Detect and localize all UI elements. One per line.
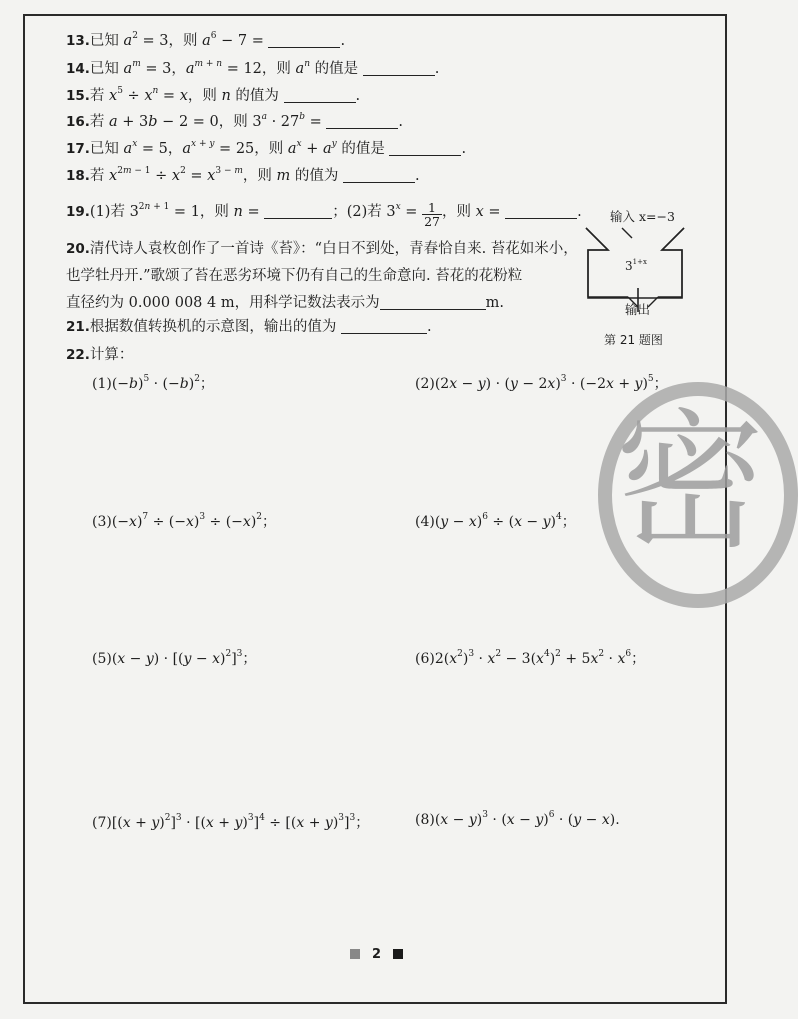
- stamp-character: 密: [615, 396, 766, 570]
- gray-square-mark: [350, 949, 360, 959]
- unit: m.: [485, 295, 504, 311]
- question-18: 18.若 $x^{2m - 1} \div x^2 = x^{3 - m}$，则 m 的值为 .: [66, 166, 420, 184]
- question-number: 14.: [66, 61, 90, 77]
- output-label: 输出: [625, 302, 651, 317]
- question-number: 20.: [66, 241, 90, 257]
- subproblem-8: $(8)(x - y)^3 \cdot (x - y)^6 \cdot (y - x)$.: [415, 810, 620, 828]
- answer-blank: [505, 203, 577, 219]
- page-footer: [350, 946, 403, 962]
- question-17: 17.已知 $a^x = 5$，$a^{x + y} = 25$，则 $a^x + a^y$ 的值是 .: [66, 139, 467, 157]
- subproblem-2: $(2)(2x - y) \cdot (y - 2x)^3 \cdot (-2x + y)^5$；: [415, 374, 668, 392]
- question-14: 14.已知 $a^m = 3$，$a^{m + n} = 12$，则 $a^n$ 的值是 .: [66, 59, 440, 77]
- question-text: 根据数值转换机的示意图，输出的值为: [89, 319, 337, 335]
- question-text: 清代诗人袁枚创作了一首诗《苔》：“白日不到处，青春恰自来. 苔花如米小，: [89, 241, 578, 257]
- subproblem-3: $(3)(-x)^7 \div (-x)^3 \div (-x)^2$；: [92, 512, 277, 530]
- question-number: 18.: [66, 168, 90, 184]
- answer-blank: [363, 60, 435, 76]
- subproblem-7: $(7)[(x + y)^2]^3 \cdot [(x + y)^3]^4 \div [(x + y)^3]^3$；: [92, 813, 370, 831]
- question-13: 13.已知 $a^2 = 3$，则 $a^6 - 7$ = .: [66, 31, 346, 49]
- answer-blank: [343, 167, 415, 183]
- question-number: 17.: [66, 141, 90, 157]
- question-19: 19.(1)若 $3^{2n + 1} = 1$，则 n = ；(2)若 $3^x$ = $\frac{1}{27}$ ，则 x = .: [66, 200, 582, 229]
- question-number: 13.: [66, 33, 90, 49]
- figure-caption: 第 21 题图: [604, 333, 663, 347]
- question-number: 15.: [66, 88, 90, 104]
- question-text: 也学牡丹开.”歌颂了苔在恶劣环境下仍有自己的生命意向. 苔花的花粉粒: [66, 268, 523, 284]
- subproblem-4: $(4)(y - x)^6 \div (x - y)^4$；: [415, 512, 576, 530]
- question-16: 16.若 a + 3b − 2 = 0，则 $3^a \cdot 27^b$ = .: [66, 112, 404, 130]
- question-text: 计算：: [89, 347, 134, 363]
- subproblem-5: $(5)(x - y) \cdot [(y - x)^2]^3$；: [92, 649, 257, 667]
- answer-blank: [389, 140, 461, 156]
- question-text: 直径约为 0.000 008 4 m，用科学记数法表示为: [66, 295, 380, 311]
- subproblem-1: $(1)(-b)^5 \cdot (-b)^2$；: [92, 374, 214, 392]
- subproblem-6: $(6)2(x^2)^3 \cdot x^2 - 3(x^4)^2 + 5x^2 \cdot x^6$；: [415, 649, 646, 667]
- answer-blank: [284, 87, 356, 103]
- machine-expression: $3^{1+x}$: [625, 258, 647, 273]
- question-number: 19.: [66, 204, 90, 220]
- page-number: 2: [372, 946, 382, 962]
- question-number: 21.: [66, 319, 90, 335]
- black-square-mark: [393, 949, 403, 959]
- answer-blank: [341, 318, 427, 334]
- input-label: 输入 x=−3: [610, 209, 675, 224]
- answer-blank: [264, 203, 332, 219]
- answer-blank: [380, 294, 486, 310]
- question-20: [66, 236, 578, 317]
- answer-blank: [268, 32, 340, 48]
- question-22: [66, 345, 133, 365]
- question-number: 22.: [66, 347, 90, 363]
- fraction: $\frac{1}{27}$: [424, 200, 440, 229]
- question-21: 21.根据数值转换机的示意图，输出的值为 .: [66, 319, 432, 335]
- question-number: 16.: [66, 114, 90, 130]
- question-15: 15.若 $x^5 \div x^n = x$，则 n 的值为 .: [66, 86, 361, 104]
- answer-blank: [326, 113, 398, 129]
